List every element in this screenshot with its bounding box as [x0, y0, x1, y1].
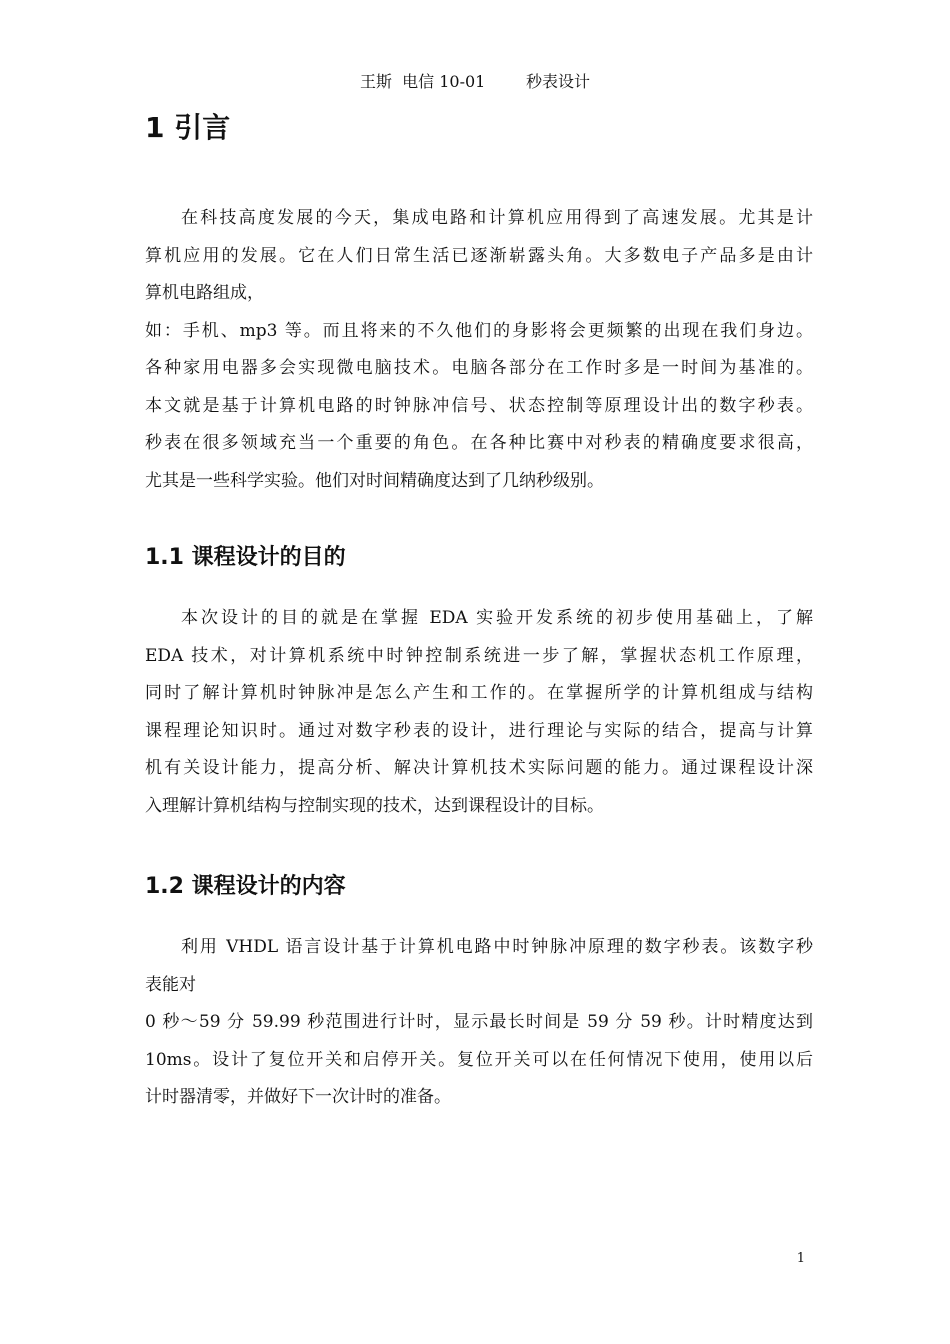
- paragraph-line: 10ms。设计了复位开关和启停开关。复位开关可以在任何情况下使用，使用以后: [145, 1049, 813, 1070]
- paragraph-line: 机有关设计能力，提高分析、解决计算机技术实际问题的能力。通过课程设计深: [145, 758, 813, 778]
- running-header: 王斯 电信 10-01 秒表设计: [359, 72, 591, 91]
- paragraph-line: 在科技高度发展的今天，集成电路和计算机应用得到了高速发展。尤其是计: [181, 208, 813, 228]
- section-1-title: 1 引言: [145, 111, 231, 144]
- section-1-2-body: [145, 929, 813, 1117]
- paragraph-line: 同时了解计算机时钟脉冲是怎么产生和工作的。在掌握所学的计算机组成与结构: [145, 683, 813, 703]
- section-1-2-title: 1.2 课程设计的内容: [145, 874, 346, 899]
- paragraph-line: 课程理论知识时。通过对数字秒表的设计，进行理论与实际的结合，提高与计算: [145, 720, 813, 741]
- paragraph-line: EDA 技术，对计算机系统中时钟控制系统进一步了解，掌握状态机工作原理，: [145, 645, 813, 666]
- section-1-1-body: [145, 600, 813, 825]
- page-number: 1: [796, 1251, 805, 1266]
- paragraph-line: 利用 VHDL 语言设计基于计算机电路中时钟脉冲原理的数字秒表。该数字秒: [181, 937, 813, 957]
- paragraph-line: 尤其是一些科学实验。他们对时间精确度达到了几纳秒级别。: [145, 470, 604, 491]
- paragraph-line: 本文就是基于计算机电路的时钟脉冲信号、状态控制等原理设计出的数字秒表。: [145, 395, 813, 416]
- paragraph-line: 0 秒～59 分 59.99 秒范围进行计时，显示最长时间是 59 分 59 秒。计时精度达到: [145, 1012, 813, 1032]
- paragraph-line: 本次设计的目的就是在掌握 EDA 实验开发系统的初步使用基础上，了解: [181, 608, 813, 628]
- section-1-1-title: 1.1 课程设计的目的: [145, 545, 346, 570]
- paragraph-line: 入理解计算机结构与控制实现的技术，达到课程设计的目标。: [145, 795, 604, 816]
- paragraph-line: 表能对: [145, 974, 196, 995]
- paragraph-line: 计时器清零，并做好下一次计时的准备。: [145, 1087, 451, 1107]
- paragraph-line: 如：手机、mp3 等。而且将来的不久他们的身影将会更频繁的出现在我们身边。: [145, 320, 813, 341]
- paragraph-line: 各种家用电器多会实现微电脑技术。电脑各部分在工作时多是一时间为基准的。: [145, 358, 813, 378]
- paragraph-line: 算机应用的发展。它在人们日常生活已逐渐崭露头角。大多数电子产品多是由计: [145, 245, 813, 266]
- paragraph-line: 秒表在很多领域充当一个重要的角色。在各种比赛中对秒表的精确度要求很高，: [145, 433, 813, 453]
- paragraph-line: 算机电路组成，: [145, 283, 264, 303]
- section-1-body: [145, 200, 813, 500]
